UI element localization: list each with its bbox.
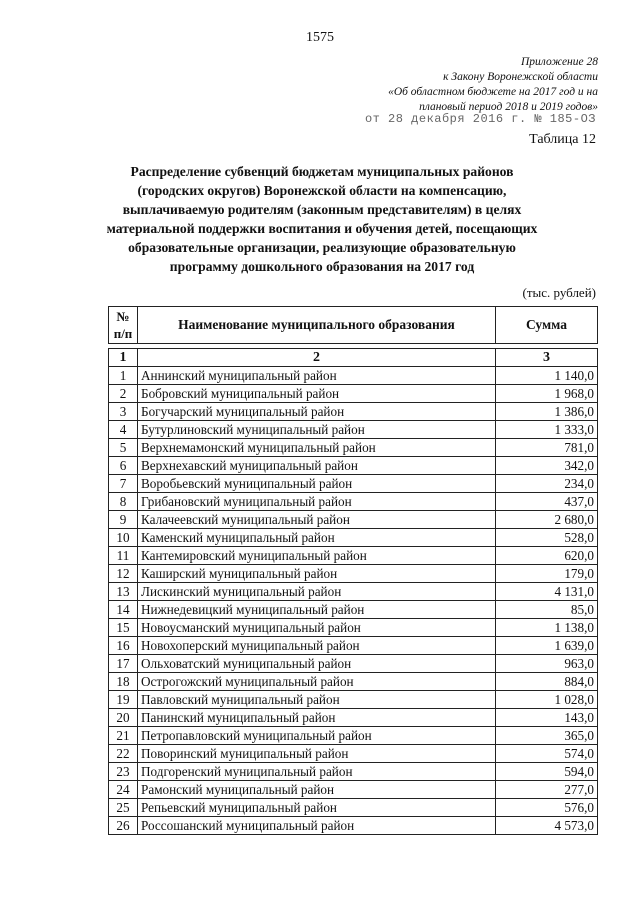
amount-cell: 143,0 (496, 709, 598, 727)
units-label: (тыс. рублей) (522, 285, 596, 300)
page-number: 1575 (306, 30, 334, 45)
table-header (108, 306, 598, 344)
table-row (109, 709, 598, 727)
title-line: образовательные организации, реализующие образовательную (128, 240, 516, 255)
district-name-cell: Новоусманский муниципальный район (138, 619, 496, 637)
district-name-cell: Острогожский муниципальный район (138, 673, 496, 691)
district-name-cell: Лискинский муниципальный район (138, 583, 496, 601)
district-name-cell: Бобровский муниципальный район (138, 385, 496, 403)
row-number-cell: 16 (109, 637, 138, 655)
district-name-cell: Каменский муниципальный район (138, 529, 496, 547)
table-row (109, 655, 598, 673)
header-sum-cell: Сумма (496, 307, 598, 344)
row-number-cell: 10 (109, 529, 138, 547)
district-name-cell: Репьевский муниципальный район (138, 799, 496, 817)
row-number-cell: 7 (109, 475, 138, 493)
district-name-cell: Грибановский муниципальный район (138, 493, 496, 511)
amount-cell: 1 386,0 (496, 403, 598, 421)
row-number-cell: 26 (109, 817, 138, 835)
row-number-cell: 1 (109, 367, 138, 385)
table-row (109, 583, 598, 601)
title-line: материальной поддержки воспитания и обучения детей, посещающих (106, 221, 538, 236)
title-line: программу дошкольного образования на 2017 год (169, 259, 475, 274)
amount-cell: 437,0 (496, 493, 598, 511)
appendix-line: плановый период 2018 и 2019 годов» (419, 101, 598, 113)
row-number-cell: 25 (109, 799, 138, 817)
table-row (109, 439, 598, 457)
row-number-cell: 8 (109, 493, 138, 511)
table-row (109, 385, 598, 403)
table-row (109, 637, 598, 655)
amount-cell: 4 131,0 (496, 583, 598, 601)
title-line: Распределение субвенций бюджетам муниципальных районов (130, 164, 514, 179)
district-name-cell: Россошанский муниципальный район (138, 817, 496, 835)
column-numbers-row (109, 349, 598, 367)
table-row (109, 799, 598, 817)
table-row (109, 367, 598, 385)
amount-cell: 576,0 (496, 799, 598, 817)
table-row (109, 511, 598, 529)
district-name-cell: Аннинский муниципальный район (138, 367, 496, 385)
district-name-cell: Панинский муниципальный район (138, 709, 496, 727)
table-row (109, 475, 598, 493)
district-name-cell: Каширский муниципальный район (138, 565, 496, 583)
header-number-line: п/п (113, 326, 133, 341)
header-name-cell: Наименование муниципального образования (138, 307, 496, 344)
amount-cell: 884,0 (496, 673, 598, 691)
amount-cell: 1 028,0 (496, 691, 598, 709)
row-number-cell: 20 (109, 709, 138, 727)
row-number-cell: 24 (109, 781, 138, 799)
row-number-cell: 15 (109, 619, 138, 637)
district-name-cell: Богучарский муниципальный район (138, 403, 496, 421)
amount-cell: 781,0 (496, 439, 598, 457)
amount-cell: 1 138,0 (496, 619, 598, 637)
amount-cell: 594,0 (496, 763, 598, 781)
row-number-cell: 12 (109, 565, 138, 583)
table-row (109, 421, 598, 439)
amount-cell: 365,0 (496, 727, 598, 745)
table-row (109, 781, 598, 799)
district-name-cell: Подгоренский муниципальный район (138, 763, 496, 781)
table-row (109, 763, 598, 781)
row-number-cell: 21 (109, 727, 138, 745)
row-number-cell: 3 (109, 403, 138, 421)
amount-cell: 179,0 (496, 565, 598, 583)
amount-cell: 620,0 (496, 547, 598, 565)
title-line: выплачиваемую родителям (законным представителям) в целях (122, 202, 522, 217)
amount-cell: 1 333,0 (496, 421, 598, 439)
amount-cell: 234,0 (496, 475, 598, 493)
header-number-line: № (116, 309, 130, 324)
title-line: (городских округов) Воронежской области на компенсацию, (137, 183, 507, 198)
amount-cell: 574,0 (496, 745, 598, 763)
appendix-line: к Закону Воронежской области (443, 71, 598, 83)
row-number-cell: 17 (109, 655, 138, 673)
row-number-cell: 2 (109, 385, 138, 403)
column-number: 1 (109, 349, 138, 367)
amount-cell: 342,0 (496, 457, 598, 475)
amount-cell: 1 639,0 (496, 637, 598, 655)
table-row (109, 493, 598, 511)
table-label: Таблица 12 (529, 132, 596, 147)
amount-cell: 963,0 (496, 655, 598, 673)
amount-cell: 528,0 (496, 529, 598, 547)
table-row (109, 601, 598, 619)
table-row (109, 673, 598, 691)
district-name-cell: Поворинский муниципальный район (138, 745, 496, 763)
table-row (109, 745, 598, 763)
row-number-cell: 13 (109, 583, 138, 601)
amount-cell: 1 968,0 (496, 385, 598, 403)
table-row (109, 457, 598, 475)
amount-cell: 277,0 (496, 781, 598, 799)
table-row (109, 403, 598, 421)
district-name-cell: Рамонский муниципальный район (138, 781, 496, 799)
table-row (109, 565, 598, 583)
district-name-cell: Калачеевский муниципальный район (138, 511, 496, 529)
district-name-cell: Бутурлиновский муниципальный район (138, 421, 496, 439)
row-number-cell: 11 (109, 547, 138, 565)
appendix-line: «Об областном бюджете на 2017 год и на (388, 86, 598, 98)
table-row (109, 727, 598, 745)
header-number-cell (109, 307, 138, 344)
row-number-cell: 14 (109, 601, 138, 619)
district-name-cell: Петропавловский муниципальный район (138, 727, 496, 745)
table-row (109, 547, 598, 565)
header-row (109, 307, 598, 344)
row-number-cell: 4 (109, 421, 138, 439)
row-number-cell: 6 (109, 457, 138, 475)
table-row (109, 529, 598, 547)
column-number: 3 (496, 349, 598, 367)
district-name-cell: Ольховатский муниципальный район (138, 655, 496, 673)
row-number-cell: 22 (109, 745, 138, 763)
document-title (92, 162, 552, 276)
law-date-stamp: от 28 декабря 2016 г. № 185-ОЗ (364, 112, 596, 126)
district-name-cell: Нижнедевицкий муниципальный район (138, 601, 496, 619)
column-number: 2 (138, 349, 496, 367)
district-name-cell: Новохоперский муниципальный район (138, 637, 496, 655)
subsidies-table (108, 348, 598, 835)
table-row (109, 619, 598, 637)
district-name-cell: Верхнемамонский муниципальный район (138, 439, 496, 457)
row-number-cell: 19 (109, 691, 138, 709)
district-name-cell: Павловский муниципальный район (138, 691, 496, 709)
appendix-note (298, 55, 598, 115)
amount-cell: 1 140,0 (496, 367, 598, 385)
amount-cell: 85,0 (496, 601, 598, 619)
table-row (109, 691, 598, 709)
appendix-line: Приложение 28 (520, 56, 598, 68)
district-name-cell: Верхнехавский муниципальный район (138, 457, 496, 475)
amount-cell: 4 573,0 (496, 817, 598, 835)
amount-cell: 2 680,0 (496, 511, 598, 529)
row-number-cell: 23 (109, 763, 138, 781)
table-row (109, 817, 598, 835)
row-number-cell: 9 (109, 511, 138, 529)
row-number-cell: 18 (109, 673, 138, 691)
row-number-cell: 5 (109, 439, 138, 457)
district-name-cell: Кантемировский муниципальный район (138, 547, 496, 565)
district-name-cell: Воробьевский муниципальный район (138, 475, 496, 493)
